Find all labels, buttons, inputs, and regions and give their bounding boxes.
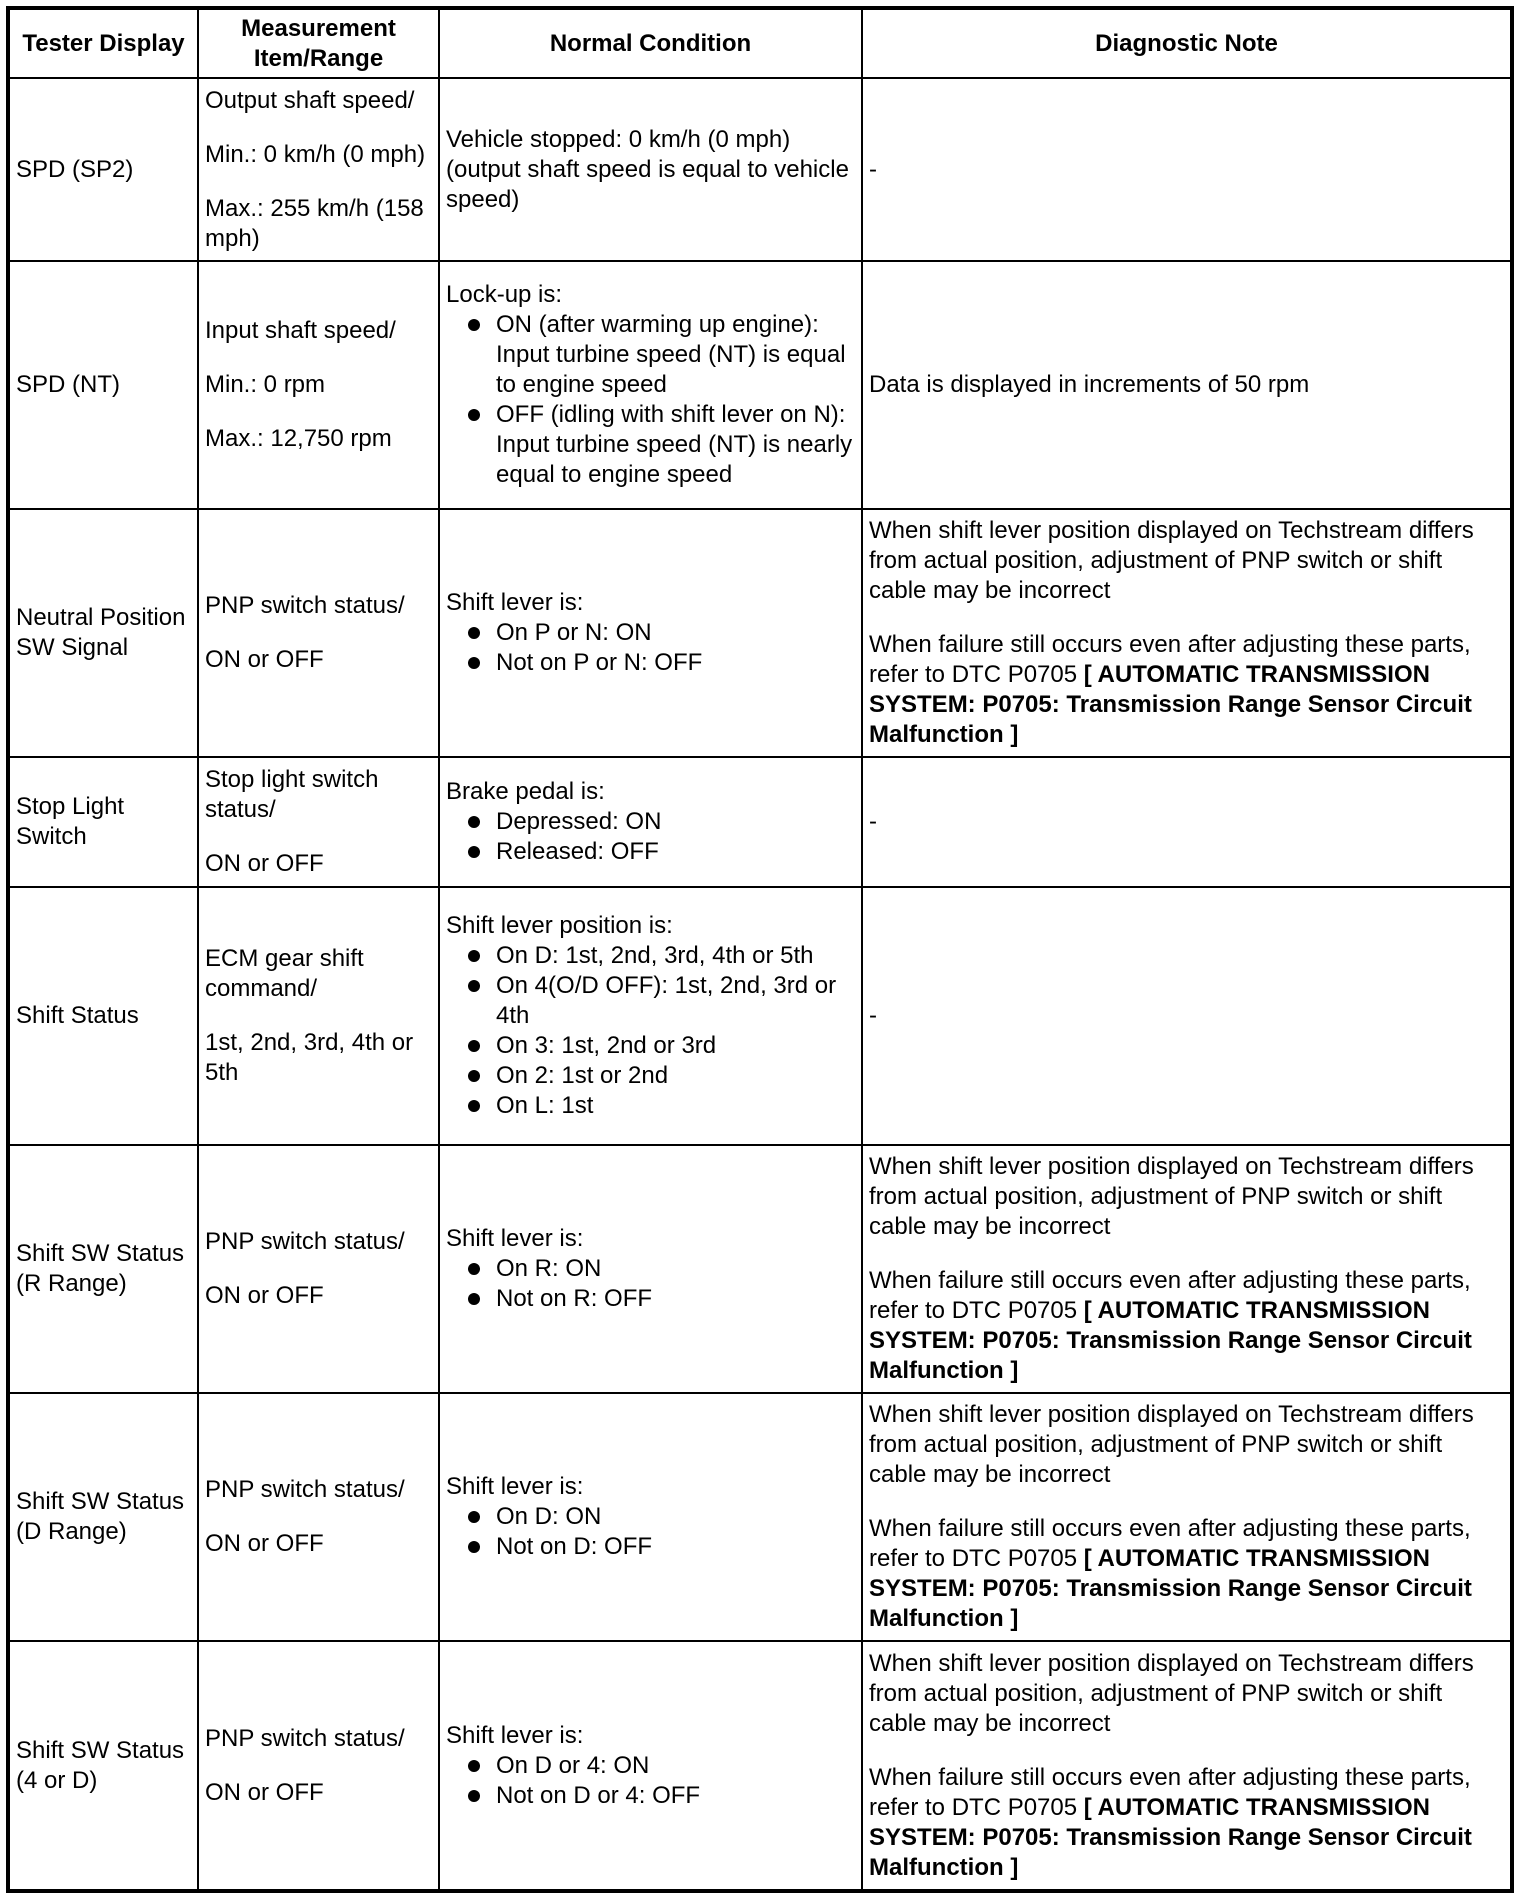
measurement-line: ON or OFF <box>205 1778 324 1806</box>
normal-condition-cell <box>439 261 862 509</box>
dtc-reference-text: When failure still occurs even after adjusting these parts, refer to DTC P0705 <box>869 1515 1471 1572</box>
condition-list-item: On 3: 1st, 2nd or 3rd <box>446 1031 855 1061</box>
condition-intro: Vehicle stopped: 0 km/h (0 mph) (output shaft speed is equal to vehicle speed) <box>446 125 849 213</box>
dtc-reference-link[interactable]: [ AUTOMATIC TRANSMISSION SYSTEM: P0705: Transmission Range Sensor Circuit Malfunction ] <box>869 1545 1472 1632</box>
measurement-item-cell <box>198 757 439 887</box>
table-row <box>8 1145 1512 1393</box>
condition-list <box>446 310 855 490</box>
dtc-reference-text: When failure still occurs even after adjusting these parts, refer to DTC P0705 <box>869 1763 1471 1821</box>
diagnostic-note-text: - <box>869 808 877 835</box>
condition-list <box>446 618 855 678</box>
condition-intro: Brake pedal is: <box>446 778 605 805</box>
normal-condition-cell <box>439 757 862 887</box>
table-row <box>8 757 1512 887</box>
condition-list-item: On R: ON <box>446 1254 855 1284</box>
condition-list-item: On D or 4: ON <box>446 1751 855 1781</box>
condition-intro: Shift lever position is: <box>446 912 673 939</box>
measurement-item-cell <box>198 1641 439 1891</box>
condition-list-item: On D: 1st, 2nd, 3rd, 4th or 5th <box>446 941 855 971</box>
measurement-line: Stop light switch status/ <box>205 766 379 823</box>
measurement-line: Output shaft speed/ <box>205 86 415 114</box>
measurement-item-cell <box>198 1393 439 1641</box>
header-diagnostic-note: Diagnostic Note <box>862 8 1512 78</box>
diagnostic-note-cell <box>862 1641 1512 1891</box>
diagnostic-note-text: When shift lever position displayed on Techstream differs from actual position, adjustment of PNP switch or shift cable may be incorrect <box>869 1153 1474 1240</box>
condition-list-item: On D: ON <box>446 1502 855 1532</box>
diagnostic-note-text: When shift lever position displayed on Techstream differs from actual position, adjustment of PNP switch or shift cable may be incorrect <box>869 1649 1474 1737</box>
condition-list-item: Not on R: OFF <box>446 1284 855 1314</box>
condition-intro: Shift lever is: <box>446 1721 584 1749</box>
table-row <box>8 887 1512 1145</box>
tester-display-cell: Stop Light Switch <box>8 757 198 887</box>
tester-display-cell: Shift SW Status (D Range) <box>8 1393 198 1641</box>
measurement-line: PNP switch status/ <box>205 592 405 619</box>
diagnostic-note-text: Data is displayed in increments of 50 rpm <box>869 371 1310 398</box>
condition-list <box>446 941 855 1121</box>
normal-condition-cell <box>439 509 862 757</box>
table-row <box>8 1641 1512 1891</box>
measurement-line: Min.: 0 km/h (0 mph) <box>205 140 426 168</box>
tester-display-cell: SPD (SP2) <box>8 78 198 261</box>
diagnostic-note-cell <box>862 78 1512 261</box>
measurement-line: Max.: 12,750 rpm <box>205 425 392 452</box>
diagnostic-note-text: When shift lever position displayed on Techstream differs from actual position, adjustment of PNP switch or shift cable may be incorrect <box>869 1401 1474 1488</box>
condition-list-item: OFF (idling with shift lever on N): Input turbine speed (NT) is nearly equal to engine speed <box>446 400 855 490</box>
measurement-item-cell <box>198 509 439 757</box>
measurement-line: ON or OFF <box>205 1282 324 1309</box>
dtc-reference-link[interactable]: [ AUTOMATIC TRANSMISSION SYSTEM: P0705: Transmission Range Sensor Circuit Malfunction ] <box>869 661 1472 748</box>
header-measurement-item: Measurement Item/Range <box>198 8 439 78</box>
condition-intro: Lock-up is: <box>446 281 563 308</box>
table-body <box>8 78 1512 1891</box>
measurement-line: ON or OFF <box>205 1530 324 1557</box>
condition-list-item: On P or N: ON <box>446 618 855 648</box>
condition-list-item: Not on P or N: OFF <box>446 648 855 678</box>
condition-list-item: Depressed: ON <box>446 807 855 837</box>
diagnostic-note-dtc <box>869 1514 1504 1634</box>
normal-condition-cell <box>439 1145 862 1393</box>
diagnostic-note-text: - <box>869 155 877 183</box>
normal-condition-cell <box>439 78 862 261</box>
condition-list-item: On 4(O/D OFF): 1st, 2nd, 3rd or 4th <box>446 971 855 1031</box>
header-normal-condition: Normal Condition <box>439 8 862 78</box>
dtc-reference-link[interactable]: [ AUTOMATIC TRANSMISSION SYSTEM: P0705: Transmission Range Sensor Circuit Malfunction ] <box>869 1793 1472 1881</box>
diagnostic-note-text: When shift lever position displayed on Techstream differs from actual position, adjustment of PNP switch or shift cable may be incorrect <box>869 517 1474 604</box>
diagnostic-note-cell <box>862 509 1512 757</box>
table-row <box>8 509 1512 757</box>
condition-list-item: Released: OFF <box>446 837 855 867</box>
measurement-item-cell <box>198 78 439 261</box>
measurement-line: Min.: 0 rpm <box>205 371 326 398</box>
table-row <box>8 261 1512 509</box>
measurement-line: ON or OFF <box>205 646 324 673</box>
diagnostic-note-text: - <box>869 1002 877 1029</box>
condition-intro: Shift lever is: <box>446 589 584 616</box>
dtc-reference-link[interactable]: [ AUTOMATIC TRANSMISSION SYSTEM: P0705: Transmission Range Sensor Circuit Malfunction ] <box>869 1297 1472 1384</box>
normal-condition-cell <box>439 1393 862 1641</box>
measurement-line: Input shaft speed/ <box>205 317 396 344</box>
measurement-item-cell <box>198 1145 439 1393</box>
normal-condition-cell <box>439 1641 862 1891</box>
condition-list-item: ON (after warming up engine): Input turbine speed (NT) is equal to engine speed <box>446 310 855 400</box>
diagnostic-note-cell <box>862 1145 1512 1393</box>
diagnostic-note-dtc <box>869 1763 1504 1883</box>
diagnostic-note-dtc <box>869 1266 1504 1386</box>
header-tester-display: Tester Display <box>8 8 198 78</box>
measurement-item-cell <box>198 887 439 1145</box>
measurement-line: 1st, 2nd, 3rd, 4th or 5th <box>205 1029 414 1086</box>
measurement-line: PNP switch status/ <box>205 1724 405 1752</box>
measurement-line: ON or OFF <box>205 850 324 877</box>
condition-list-item: On L: 1st <box>446 1091 855 1121</box>
table-row <box>8 1393 1512 1641</box>
tester-display-cell: Shift Status <box>8 887 198 1145</box>
measurement-line: PNP switch status/ <box>205 1228 405 1255</box>
diagnostic-note-cell <box>862 887 1512 1145</box>
condition-list <box>446 807 855 867</box>
condition-list-item: On 2: 1st or 2nd <box>446 1061 855 1091</box>
tester-display-cell: Shift SW Status (R Range) <box>8 1145 198 1393</box>
diagnostic-note-cell <box>862 261 1512 509</box>
tester-display-cell: Shift SW Status (4 or D) <box>8 1641 198 1891</box>
condition-list <box>446 1502 855 1562</box>
diagnostic-note-dtc <box>869 630 1504 750</box>
table-row <box>8 78 1512 261</box>
condition-list <box>446 1254 855 1314</box>
tester-display-cell: Neutral Position SW Signal <box>8 509 198 757</box>
measurement-line: PNP switch status/ <box>205 1476 405 1503</box>
condition-intro: Shift lever is: <box>446 1473 584 1500</box>
normal-condition-cell <box>439 887 862 1145</box>
measurement-item-cell <box>198 261 439 509</box>
condition-list-item: Not on D: OFF <box>446 1532 855 1562</box>
condition-list <box>446 1751 855 1811</box>
measurement-line: Max.: 255 km/h (158 mph) <box>205 194 424 252</box>
diagnostic-note-cell <box>862 1393 1512 1641</box>
condition-list-item: Not on D or 4: OFF <box>446 1781 855 1811</box>
diagnostic-note-cell <box>862 757 1512 887</box>
dtc-reference-text: When failure still occurs even after adjusting these parts, refer to DTC P0705 <box>869 631 1471 688</box>
tester-display-cell: SPD (NT) <box>8 261 198 509</box>
diagnostic-data-table <box>6 6 1514 1893</box>
dtc-reference-text: When failure still occurs even after adjusting these parts, refer to DTC P0705 <box>869 1267 1471 1324</box>
measurement-line: ECM gear shift command/ <box>205 945 364 1002</box>
condition-intro: Shift lever is: <box>446 1225 584 1252</box>
header-row <box>8 8 1512 78</box>
